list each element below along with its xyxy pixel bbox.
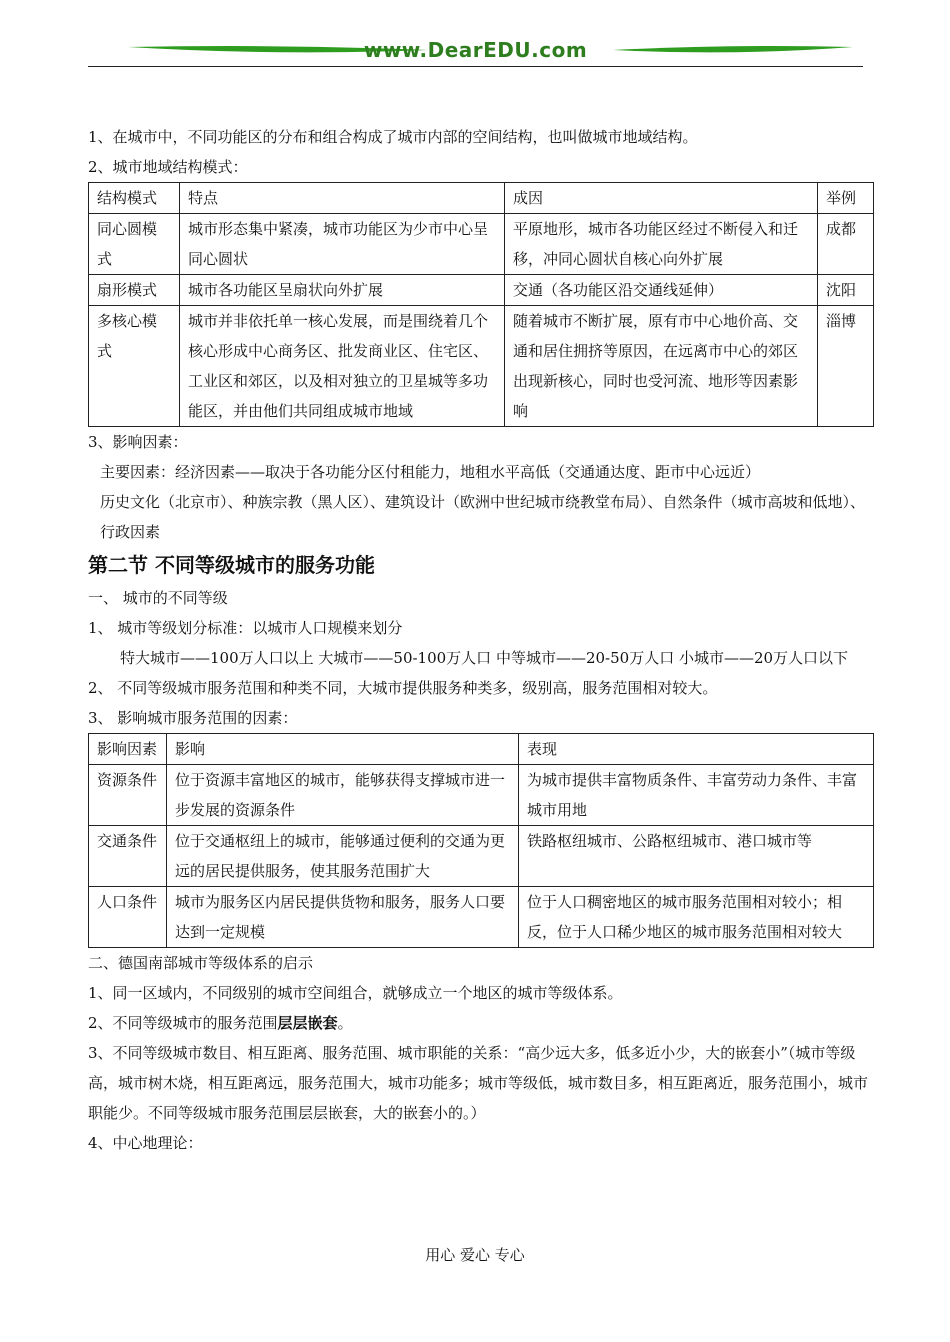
factors-main: 主要因素：经济因素——取决于各功能分区付租能力，地租水平高低（交通通达度、距市中心远近） xyxy=(100,463,761,481)
factors-other: 历史文化（北京市）、种族宗教（黑人区）、建筑设计（欧洲中世纪城市绕教堂布局）、自然条件（城市高坡和低地）、行政因素 xyxy=(100,493,866,541)
right-swoosh-icon xyxy=(613,44,853,54)
table-cell: 位于资源丰富地区的城市，能够获得支撑城市进一步发展的资源条件 xyxy=(167,765,519,826)
text-span: 。 xyxy=(337,1014,353,1032)
table-cell: 城市形态集中紧凑，城市功能区为少市中心呈同心圆状 xyxy=(180,214,505,275)
table-row xyxy=(89,306,874,427)
table-cell: 随着城市不断扩展，原有市中心地价高、交通和居住拥挤等原因，在远离市中心的郊区出现新核心，同时也受河流、地形等因素影响 xyxy=(505,306,818,427)
table-header-cell: 结构模式 xyxy=(89,183,180,214)
table-cell: 平原地形，城市各功能区经过不断侵入和迁移，冲同心圆状自核心向外扩展 xyxy=(505,214,818,275)
table-cell: 城市并非依托单一核心发展，而是围绕着几个核心形成中心商务区、批发商业区、住宅区、工业区和郊区，以及相对独立的卫星城等多功能区，并由他们共同组成城市地域 xyxy=(180,306,505,427)
section-line: 2、 不同等级城市服务范围和种类不同，大城市提供服务种类多，级别高，服务范围相对较大。 xyxy=(88,679,718,697)
table-cell: 人口条件 xyxy=(89,887,167,948)
section-line: 一、 城市的不同等级 xyxy=(88,589,228,607)
table-row xyxy=(89,214,874,275)
table-cell: 扇形模式 xyxy=(89,275,180,306)
header-divider xyxy=(88,66,863,67)
table-cell: 城市为服务区内居民提供货物和服务，服务人口要达到一定规模 xyxy=(167,887,519,948)
table-cell: 资源条件 xyxy=(89,765,167,826)
table-header-cell: 表现 xyxy=(519,734,874,765)
table-row xyxy=(89,765,874,826)
table-row xyxy=(89,887,874,948)
table-cell: 同心圆模式 xyxy=(89,214,180,275)
table-header-cell: 影响 xyxy=(167,734,519,765)
table-cell: 为城市提供丰富物质条件、丰富劳动力条件、丰富城市用地 xyxy=(519,765,874,826)
section-line: 二、德国南部城市等级体系的启示 xyxy=(88,954,314,972)
table-header-cell: 影响因素 xyxy=(89,734,167,765)
section-line: 3、不同等级城市数目、相互距离、服务范围、城市职能的关系：“高少远大多，低多近小少，大的嵌套小”（城市等级高，城市树木烧，相互距离远，服务范围大，城市功能多；城市等级低，城市数目多，相互距离近，服务范围小，城市职能少。不同等级城市服务范围层层嵌套，大的嵌套小的。） xyxy=(88,1044,869,1122)
section-line: 1、 城市等级划分标准：以城市人口规模来划分 xyxy=(88,619,403,637)
table-header-cell: 举例 xyxy=(818,183,874,214)
table-cell: 多核心模式 xyxy=(89,306,180,427)
page-footer: 用心 爱心 专心 xyxy=(425,1246,525,1264)
text-span: 2、不同等级城市的服务范围 xyxy=(88,1014,278,1032)
table-cell: 交通（各功能区沿交通线延伸） xyxy=(505,275,818,306)
table-header-cell: 成因 xyxy=(505,183,818,214)
brand-logo-text: www.DearEDU.com xyxy=(363,38,588,62)
table-cell: 铁路枢纽城市、公路枢纽城市、港口城市等 xyxy=(519,826,874,887)
service-range-factor-table xyxy=(88,733,874,948)
table-cell: 城市各功能区呈扇状向外扩展 xyxy=(180,275,505,306)
intro-line-1: 1、在城市中，不同功能区的分布和组合构成了城市内部的空间结构，也叫做城市地域结构。 xyxy=(88,128,698,146)
page-header xyxy=(88,32,863,68)
section-line: 1、同一区域内，不同级别的城市空间组合，就够成立一个地区的城市等级体系。 xyxy=(88,984,623,1002)
factors-title: 3、影响因素： xyxy=(88,433,188,451)
table-cell: 交通条件 xyxy=(89,826,167,887)
table-row xyxy=(89,275,874,306)
table-header-row xyxy=(89,183,874,214)
table-cell: 淄博 xyxy=(818,306,874,427)
table-header-row xyxy=(89,734,874,765)
emphasis-text: 层层嵌套 xyxy=(277,1014,338,1032)
table-cell: 位于人口稠密地区的城市服务范围相对较小；相反，位于人口稀少地区的城市服务范围相对较大 xyxy=(519,887,874,948)
section-line: 4、中心地理论： xyxy=(88,1134,203,1152)
structure-model-table xyxy=(88,182,874,427)
city-size-standards: 特大城市——100万人口以上 大城市——50-100万人口 中等城市——20-50万人口 小城市——20万人口以下 xyxy=(120,649,849,667)
table-row xyxy=(89,826,874,887)
table-cell: 位于交通枢纽上的城市，能够通过便利的交通为更远的居民提供服务，使其服务范围扩大 xyxy=(167,826,519,887)
table-header-cell: 特点 xyxy=(180,183,505,214)
table-cell: 成都 xyxy=(818,214,874,275)
table-cell: 沈阳 xyxy=(818,275,874,306)
nesting-line xyxy=(88,1008,873,1038)
section-line: 3、 影响城市服务范围的因素： xyxy=(88,709,298,727)
section-heading: 第二节 不同等级城市的服务功能 xyxy=(88,553,375,577)
document-body xyxy=(88,122,873,1158)
intro-line-2: 2、城市地域结构模式： xyxy=(88,158,248,176)
